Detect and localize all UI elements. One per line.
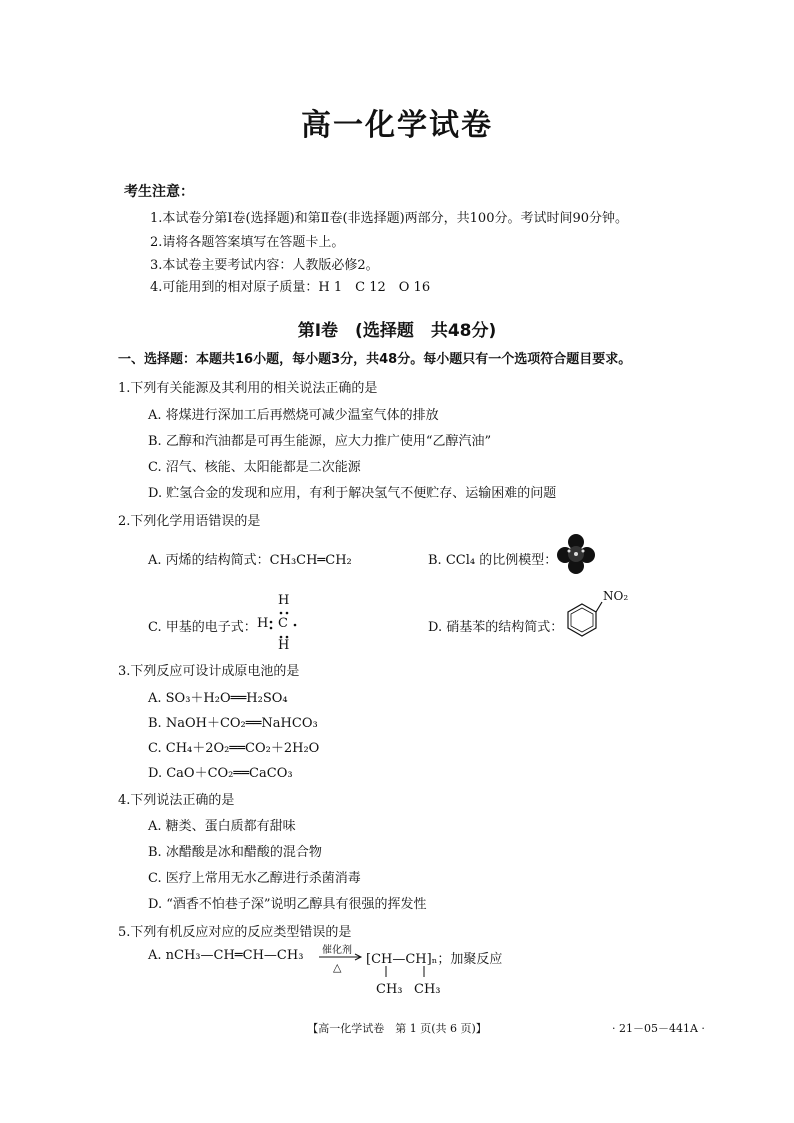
note-item-1: 1.本试卷分第Ⅰ卷(选择题)和第Ⅱ卷(非选择题)两部分，共100分。考试时间90分钟。	[150, 211, 629, 226]
q1-stem: 1.下列有关能源及其利用的相关说法正确的是	[118, 381, 378, 396]
q5-option-a-reactant: A. nCH₃—CH═CH—CH₃	[148, 948, 304, 963]
q3-stem: 3.下列反应可设计成原电池的是	[118, 664, 300, 679]
q5-option-a-product: [CH—CH]ₙ；加聚反应	[366, 952, 503, 967]
q2-option-b-label: B. CCl₄ 的比例模型：	[428, 553, 558, 568]
q3-option-a: A. SO₃＋H₂O══H₂SO₄	[148, 691, 288, 706]
note-item-3: 3.本试卷主要考试内容：人教版必修2。	[150, 258, 379, 273]
q2-option-d-label: D. 硝基苯的结构简式：	[428, 620, 564, 635]
q1-option-d: D. 贮氢合金的发现和应用，有利于解决氢气不便贮存、运输困难的问题	[148, 486, 557, 501]
q2-option-c-label: C. 甲基的电子式：	[148, 620, 257, 635]
q1-option-b: B. 乙醇和汽油都是可再生能源，应大力推广使用“乙醇汽油”	[148, 434, 492, 449]
reaction-arrow	[318, 953, 364, 961]
methyl-electron-formula	[257, 593, 297, 654]
methyl-h-top: H	[278, 593, 290, 608]
q5-catalyst: 催化剂	[322, 945, 352, 956]
methyl-h-left: H	[257, 616, 269, 631]
q5-methyl-1: CH₃	[376, 982, 403, 997]
nitrobenzene-structure	[566, 590, 606, 640]
q5-heat-symbol: △	[333, 961, 342, 974]
q4-option-a: A. 糖类、蛋白质都有甜味	[148, 819, 296, 834]
page-footer: 【高一化学试卷 第 1 页(共 6 页)】	[307, 1022, 487, 1035]
methyl-h-bottom: H	[278, 638, 290, 653]
q1-option-c: C. 沼气、核能、太阳能都是二次能源	[148, 460, 361, 475]
q5-methyl-2: CH₃	[414, 982, 441, 997]
nitro-group-label: NO₂	[603, 589, 629, 603]
q1-option-a: A. 将煤进行深加工后再燃烧可减少温室气体的排放	[148, 408, 439, 423]
q4-stem: 4.下列说法正确的是	[118, 793, 235, 808]
q2-option-a	[148, 549, 352, 568]
q2-a-formula: CH₃CH═CH₂	[269, 553, 352, 568]
electron-dots	[257, 598, 303, 654]
q3-option-d: D. CaO＋CO₂══CaCO₃	[148, 766, 293, 781]
q3-option-c: C. CH₄＋2O₂══CO₂＋2H₂O	[148, 741, 320, 756]
q2-a-label: A. 丙烯的结构简式：	[148, 553, 270, 568]
q4-option-d: D. “酒香不怕巷子深”说明乙醇具有很强的挥发性	[148, 897, 427, 912]
section-title: 第Ⅰ卷 (选择题 共48分)	[297, 321, 497, 341]
section-instruction: 一、选择题：本题共16小题，每小题3分，共48分。每小题只有一个选项符合题目要求。	[118, 352, 632, 367]
substituent-bonds	[380, 966, 440, 978]
notes-heading: 考生注意：	[124, 184, 194, 200]
q5-stem: 5.下列有机反应对应的反应类型错误的是	[118, 925, 352, 940]
q3-option-b: B. NaOH＋CO₂══NaHCO₃	[148, 716, 318, 731]
q2-stem: 2.下列化学用语错误的是	[118, 514, 261, 529]
ccl4-space-filling-model	[557, 534, 595, 574]
page-title: 高一化学试卷	[301, 108, 493, 143]
note-item-4: 4.可能用到的相对原子质量：H 1 C 12 O 16	[150, 280, 431, 295]
q4-option-c: C. 医疗上常用无水乙醇进行杀菌消毒	[148, 871, 361, 886]
q4-option-b: B. 冰醋酸是冰和醋酸的混合物	[148, 845, 322, 860]
paper-code: · 21－05－441A ·	[612, 1022, 705, 1035]
methyl-c: C	[278, 616, 288, 631]
note-item-2: 2.请将各题答案填写在答题卡上。	[150, 235, 345, 250]
